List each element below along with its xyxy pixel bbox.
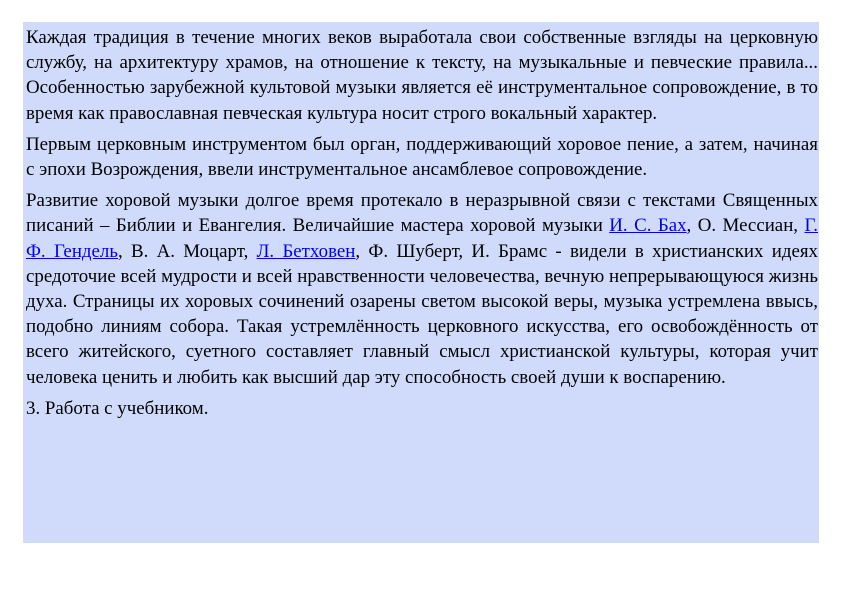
paragraph-traditions: Каждая традиция в течение многих веков выработала свои собственные взгляды на церковную службу, на архитектуру храмов, на отношение к тексту, на музыкальные и певческие правила... Особенностью зарубежной культовой музыки является её инструментальное сопровождение, в то время как православная певческая культура носит строго вокальный характер. — [26, 27, 818, 124]
link-handel[interactable]: Г. Ф. Гендель — [26, 215, 818, 262]
paragraph-choral-music — [26, 188, 818, 390]
paragraph-textbook-task: 3. Работа с учебником. — [26, 397, 209, 419]
paragraph-organ: Первым церковным инструментом был орган, поддерживающий хоровое пение, а затем, начиная с эпохи Возрождения, ввели инструментальное ансамблевое сопровождение. — [26, 133, 818, 181]
paragraph-text-start: Развитие хоровой музыки долгое время протекало в неразрывной связи с текстами Священных писаний – Библии и Евангелия. Величайшие мастера хоровой музыки — [26, 190, 818, 237]
paragraph-text-separator: , О. Мессиан, — [686, 215, 805, 237]
link-beethoven[interactable]: Л. Бетховен — [256, 240, 356, 262]
link-bach[interactable]: И. С. Бах — [609, 215, 687, 237]
paragraph-text-separator: , В. А. Моцарт, — [117, 240, 257, 262]
text-block — [23, 22, 819, 543]
paragraph-text-end: , Ф. Шуберт, И. Брамс - видели в христианских идеях средоточие всей мудрости и всей нравственности человечества, вечную непрерывающуюся жизнь духа. Страницы их хоровых сочинений озарены светом высокой веры, музыка устремлена ввысь, подобно линиям собора. Такая устремлённость церковного искусства, его освобождённость от всего житейского, суетного составляет главный смысл христианской культуры, которая учит человека ценить и любить как высший дар эту способность своей души к воспарению. — [26, 240, 818, 388]
